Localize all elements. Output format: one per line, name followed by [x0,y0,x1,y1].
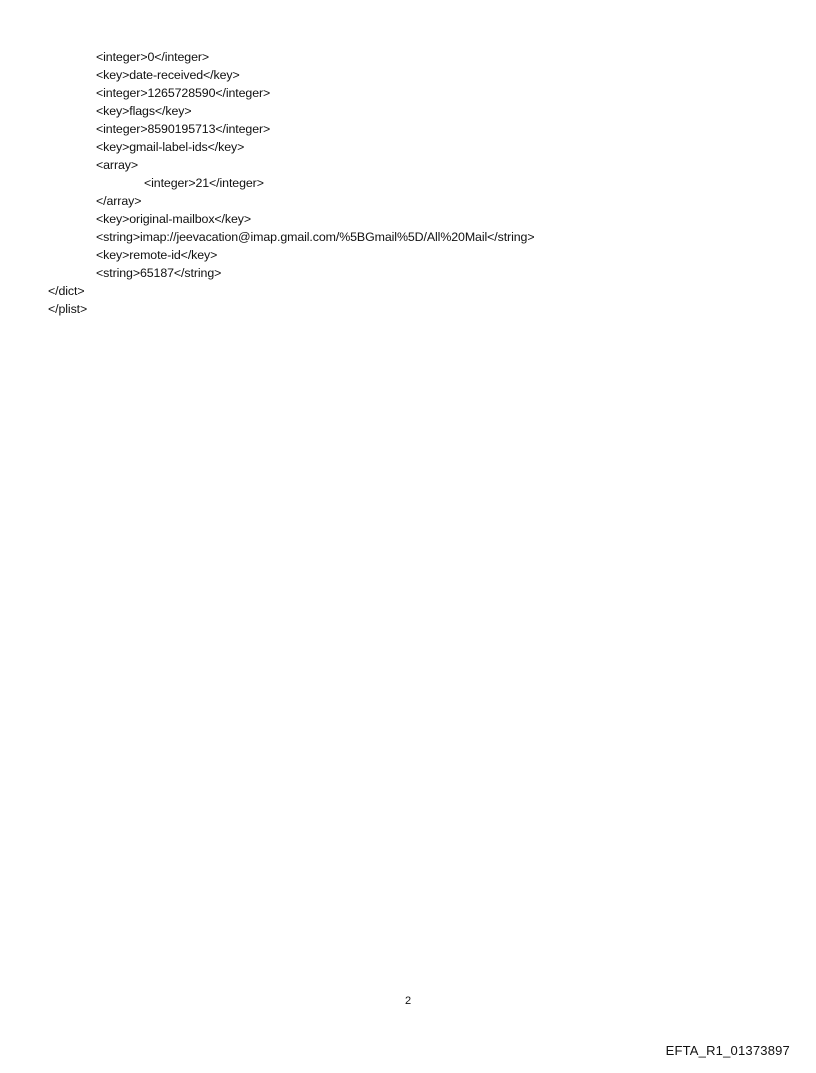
document-body [0,48,816,318]
doc-line: </array> [96,194,142,208]
doc-line: <key>remote-id</key> [96,248,218,262]
doc-line: <key>original-mailbox</key> [96,212,252,226]
doc-line: <array> [96,158,139,172]
doc-line: <string>65187</string> [96,266,222,280]
page-number: 2 [404,995,412,1007]
doc-line: <integer>1265728590</integer> [96,86,271,100]
doc-line: <key>gmail-label-ids</key> [96,140,245,154]
bates-stamp: EFTA_R1_01373897 [665,1043,790,1058]
doc-line: <string>imap://jeevacation@imap.gmail.com/%5BGmail%5D/All%20Mail</string> [96,230,535,244]
doc-line: <integer>8590195713</integer> [96,122,271,136]
doc-line: <key>flags</key> [96,104,192,118]
doc-line: </plist> [48,302,88,316]
doc-line: <key>date-received</key> [96,68,240,82]
doc-line: </dict> [48,284,85,298]
doc-line: <integer>21</integer> [144,176,264,190]
doc-line: <integer>0</integer> [96,50,210,64]
